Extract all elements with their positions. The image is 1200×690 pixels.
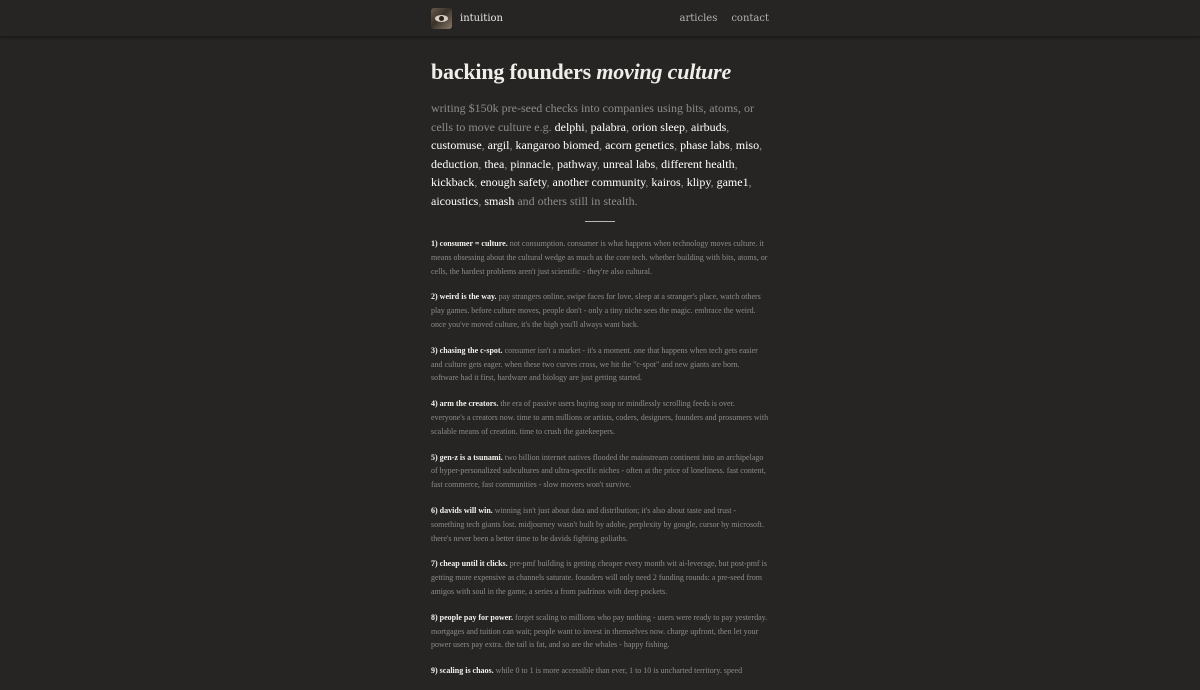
company-link[interactable]: airbuds — [690, 119, 727, 134]
intro-lead: writing $150k pre-seed checks into companies using bits, atoms, or cells to move culture e.g. — [431, 101, 754, 134]
company-link[interactable]: aicoustics — [431, 193, 479, 208]
principle-item — [431, 290, 769, 331]
intro-tail: and others still in stealth. — [517, 193, 638, 208]
principle-item — [431, 344, 769, 385]
company-link[interactable]: another community — [552, 175, 646, 189]
company-link[interactable]: klipy — [686, 175, 711, 189]
eye-logo-icon — [431, 8, 452, 29]
company-link[interactable]: pinnacle — [510, 156, 551, 171]
company-link[interactable]: customuse — [431, 138, 482, 152]
principle-body: the era of passive users buying soap or mindlessly scrolling feeds is over. everyone's a creators now. time to arm millions or artists, coders, designers, founders and prosumers with scalable means of creation. time to crush the gatekeepers. — [431, 399, 769, 436]
company-link[interactable]: smash — [484, 193, 515, 208]
principle-title: 4) arm the creators. — [431, 399, 499, 409]
company-link[interactable]: enough safety — [480, 175, 547, 189]
principle-title: 6) davids will win. — [431, 505, 493, 515]
company-link[interactable]: different health — [661, 156, 735, 171]
principle-body: pre-pmf building is getting cheaper every month wit ai-leverage, but post-pmf is getting more expensive as channels saturate. founders will only need 2 funding rounds: a pre-seed from amigos with soul in the game, a series a from padrinos with deep pockets. — [431, 559, 767, 596]
intro-paragraph: writing $150k pre-seed checks into companies using bits, atoms, or cells to move culture e.g. delphi, palabra, orion sleep, airbuds, customuse, argil, kangaroo biomed, acorn genetics, phase labs, miso, deduction, thea, pinnacle, pathway, unreal labs, different health, kickback, enough safety, another community, kairos, klipy, game1, aicoustics, smash and others still in stealth. — [431, 101, 763, 208]
top-nav — [0, 0, 1200, 37]
page-title — [431, 58, 771, 86]
company-link[interactable]: game1 — [716, 175, 749, 189]
principle-title: 1) consumer = culture. — [431, 239, 508, 248]
principle-title: 3) chasing the c-spot. — [431, 345, 503, 355]
company-link[interactable]: kairos — [651, 175, 681, 189]
company-link[interactable]: thea — [484, 156, 505, 171]
principle-body: two billion internet natives flooded the mainstream continent into an archipelago of hyper-personalized subcultures and ultra-specific niches - often at the price of loneliness. fast content, fast commerce, fast communities - slow movers won't survive. — [431, 452, 766, 490]
company-link[interactable]: kangaroo biomed — [515, 138, 600, 152]
section-divider — [585, 221, 615, 222]
company-link[interactable]: delphi — [554, 119, 585, 134]
company-link[interactable]: acorn genetics — [605, 138, 675, 152]
principle-item — [431, 504, 769, 545]
principle-title: 9) scaling is chaos. — [431, 666, 494, 676]
principle-title: 8) people pay for power. — [431, 612, 513, 622]
company-link[interactable]: palabra — [590, 119, 626, 134]
principle-body: winning isn't just about data and distribution; it's also about taste and trust - something tech giants lost. midjourney wasn't built by adobe, perplexity by google, cursor by microsoft. there's never been a better time to be davids fighting goliaths. — [431, 505, 764, 543]
title-italic: moving culture — [596, 59, 732, 84]
principle-item — [431, 237, 769, 278]
nav-link-contact[interactable]: contact — [731, 12, 769, 24]
principle-item — [431, 557, 769, 598]
principle-body: while 0 to 1 is more accessible than ever, 1 to 10 is uncharted territory. speed — [495, 666, 743, 676]
principle-title: 2) weird is the way. — [431, 292, 497, 302]
principle-item — [431, 611, 769, 652]
company-link[interactable]: phase labs — [680, 138, 730, 152]
title-bold: backing founders — [431, 59, 592, 84]
principle-title: 7) cheap until it clicks. — [431, 559, 508, 569]
principle-body: forget scaling to millions who pay nothing - users were ready to pay yesterday. mortgages and tuition can wait; people want to invest in themselves now. charge upfront, then let your power users pay extra. the tail is fat, and so are the whales - happy fishing. — [431, 612, 768, 650]
principle-body: consumer isn't a market - it's a moment. one that happens when tech gets easier and culture gets eager. when these two curves cross, we hit the "c-spot" and new giants are born. software had it first, hardware and biology are just getting started. — [431, 345, 758, 383]
brand-link[interactable] — [431, 8, 503, 29]
principle-title: 5) gen-z is a tsunami. — [431, 452, 503, 462]
hero-section — [431, 58, 771, 210]
nav-links — [680, 13, 769, 24]
principle-item — [431, 664, 769, 678]
company-link[interactable]: kickback — [431, 175, 475, 189]
principle-body: pay strangers online, swipe faces for love, sleep at a stranger's place, watch others play games. before culture moves, people don't - only a tiny niche sees the magic. embrace the weird. once you've moved culture, it's the high you'll always want back. — [431, 292, 761, 329]
company-link[interactable]: miso — [735, 138, 760, 152]
company-link[interactable]: deduction — [431, 156, 479, 171]
principle-item — [431, 397, 769, 438]
company-link[interactable]: orion sleep — [631, 119, 685, 134]
principles-list — [431, 237, 769, 690]
company-link[interactable]: pathway — [556, 156, 597, 171]
company-link[interactable]: unreal labs — [602, 156, 656, 171]
nav-link-articles[interactable]: articles — [679, 12, 718, 24]
brand-name: intuition — [460, 12, 503, 24]
nav-inner — [431, 0, 769, 36]
company-link[interactable]: argil — [487, 138, 510, 152]
principle-item — [431, 451, 769, 492]
principle-body: not consumption. consumer is what happens when technology moves culture. it means obsessing about the cultural wedge as much as the core tech. whether building with bits, atoms, or cells, the hardest problems aren't just scientific - they're also cultural. — [431, 239, 768, 276]
